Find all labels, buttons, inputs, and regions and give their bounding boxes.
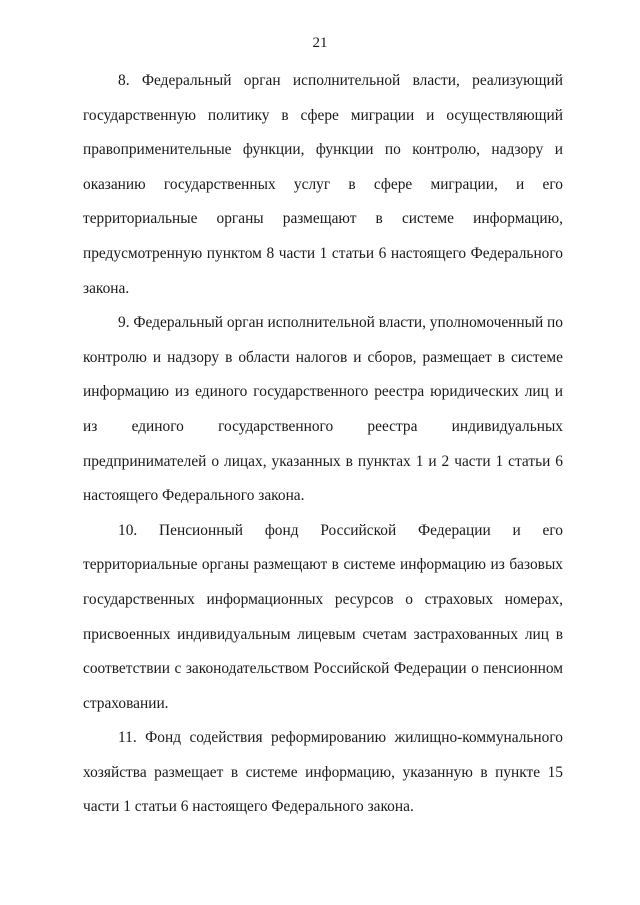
paragraph-10: 10. Пенсионный фонд Российской Федерации и его территориальные органы размещают в системе информацию из базовых государственных информационных ресурсов о страховых номерах, присвоенных индивидуальным лицевым счетам застрахованных лиц в соответствии с законодательством Российской Федерации о пенсионном страховании. <box>83 521 563 712</box>
paragraph-8: 8. Федеральный орган исполнительной власти, реализующий государственную политику в сфере миграции и осуществляющий правоприменительные функции, функции по контролю, надзору и оказанию государственных услуг в сфере миграции, и его территориальные органы размещают в системе информацию, предусмотренную пунктом 8 части 1 статьи 6 настоящего Федерального закона. <box>83 72 563 297</box>
page-number: 21 <box>312 35 328 51</box>
document-body <box>83 64 563 825</box>
paragraph-9: 9. Федеральный орган исполнительной власти, уполномоченный по контролю и надзору в области налогов и сборов, размещает в системе информацию из единого государственного реестра юридических лиц и из единого государственного реестра индивидуальных предпринимателей о лицах, указанных в пунктах 1 и 2 части 1 статьи 6 настоящего Федерального закона. <box>83 314 563 505</box>
paragraph-11: 11. Фонд содействия реформированию жилищно-коммунального хозяйства размещает в системе информацию, указанную в пункте 15 части 1 статьи 6 настоящего Федерального закона. <box>83 729 563 816</box>
